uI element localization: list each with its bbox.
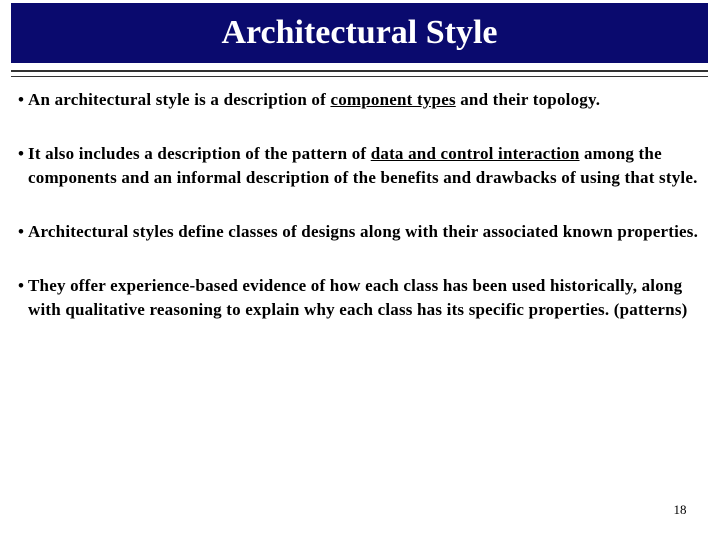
bullet-text: Architectural styles define classes of designs along with their associated known properties.: [28, 222, 699, 241]
bullet-text: An architectural style is a description of: [28, 90, 331, 109]
bullet-text: It also includes a description of the pattern of: [28, 144, 371, 163]
underlined-term: component types: [330, 90, 456, 109]
bullet-item: [18, 220, 708, 244]
page-number: 18: [673, 502, 687, 517]
bullet-marker: •: [18, 144, 25, 163]
bullet-marker: •: [18, 276, 25, 295]
bullet-marker: •: [18, 222, 25, 241]
bullet-item: [18, 274, 708, 322]
bullet-list: [18, 88, 708, 322]
bullet-marker: •: [18, 90, 25, 109]
bullet-item: [18, 142, 708, 190]
title-rule-thick: [11, 70, 708, 72]
underlined-term: data and control interaction: [370, 144, 580, 163]
bullet-text: among the components and an informal description of the benefits and drawbacks of using that style.: [28, 144, 698, 187]
title-rule-thin: [11, 76, 708, 77]
bullet-item: [18, 88, 708, 112]
slide-title: Architectural Style: [221, 14, 498, 51]
bullet-text: They offer experience-based evidence of how each class has been used historically, along with qualitative reasoning to explain why each class has its specific properties. (patterns): [28, 276, 688, 319]
bullet-text: and their topology.: [455, 90, 601, 109]
title-bar: [11, 3, 708, 63]
